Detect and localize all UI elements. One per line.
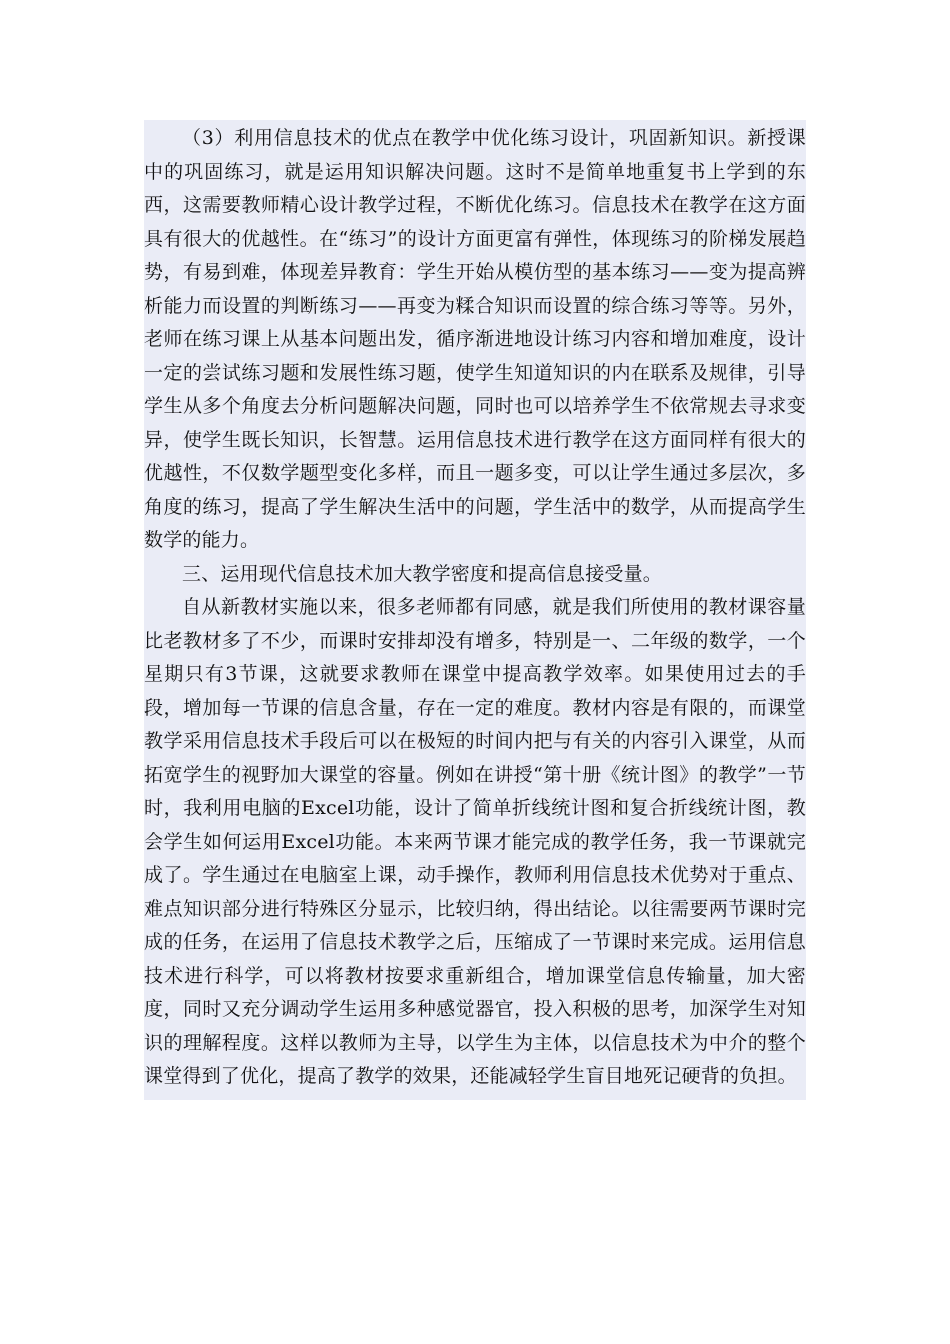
highlighted-text-block — [144, 120, 806, 1100]
paragraph-teaching-density: 自从新教材实施以来，很多老师都有同感，就是我们所使用的教材课容量比老教材多了不少，而课时安排却没有增多，特别是一、二年级的数学，一个星期只有3节课，这就要求教师在课堂中提高教学效率。如果使用过去的手段，增加每一节课的信息含量，存在一定的难度。教材内容是有限的，而课堂教学采用信息技术手段后可以在极短的时间内把与有关的内容引入课堂，从而拓宽学生的视野加大课堂的容量。例如在讲授“第十册《统计图》的教学”一节时，我利用电脑的Excel功能，设计了简单折线统计图和复合折线统计图，教会学生如何运用Excel功能。本来两节课才能完成的教学任务，我一节课就完成了。学生通过在电脑室上课，动手操作，教师利用信息技术优势对于重点、难点知识部分进行特殊区分显示，比较归纳，得出结论。以往需要两节课时完成的任务，在运用了信息技术教学之后，压缩成了一节课时来完成。运用信息技术进行科学，可以将教材按要求重新组合，增加课堂信息传输量，加大密度，同时又充分调动学生运用多种感觉器官，投入积极的思考，加深学生对知识的理解程度。这样以教师为主导，以学生为主体，以信息技术为中介的整个课堂得到了优化，提高了教学的效果，还能减轻学生盲目地死记硬背的负担。 — [144, 596, 806, 1087]
section-heading-three: 三、运用现代信息技术加大教学密度和提高信息接受量。 — [182, 562, 663, 585]
paragraph-practice-design: （3）利用信息技术的优点在教学中优化练习设计，巩固新知识。新授课中的巩固练习，就是运用知识解决问题。这时不是简单地重复书上学到的东西，这需要教师精心设计教学过程，不断优化练习。信息技术在教学在这方面具有很大的优越性。在“练习”的设计方面更富有弹性，体现练习的阶梯发展趋势，有易到难，体现差异教育：学生开始从模仿型的基本练习——变为提高辨析能力而设置的判断练习——再变为糅合知识而设置的综合练习等等。另外，老师在练习课上从基本问题出发，循序渐进地设计练习内容和增加难度，设计一定的尝试练习题和发展性练习题，使学生知道知识的内在联系及规律，引导学生从多个角度去分析问题解决问题，同时也可以培养学生不依常规去寻求变异，使学生既长知识，长智慧。运用信息技术进行教学在这方面同样有很大的优越性，不仅数学题型变化多样，而且一题多变，可以让学生通过多层次，多角度的练习，提高了学生解决生活中的问题，学生活中的数学，从而提高学生数学的能力。 — [144, 127, 806, 551]
